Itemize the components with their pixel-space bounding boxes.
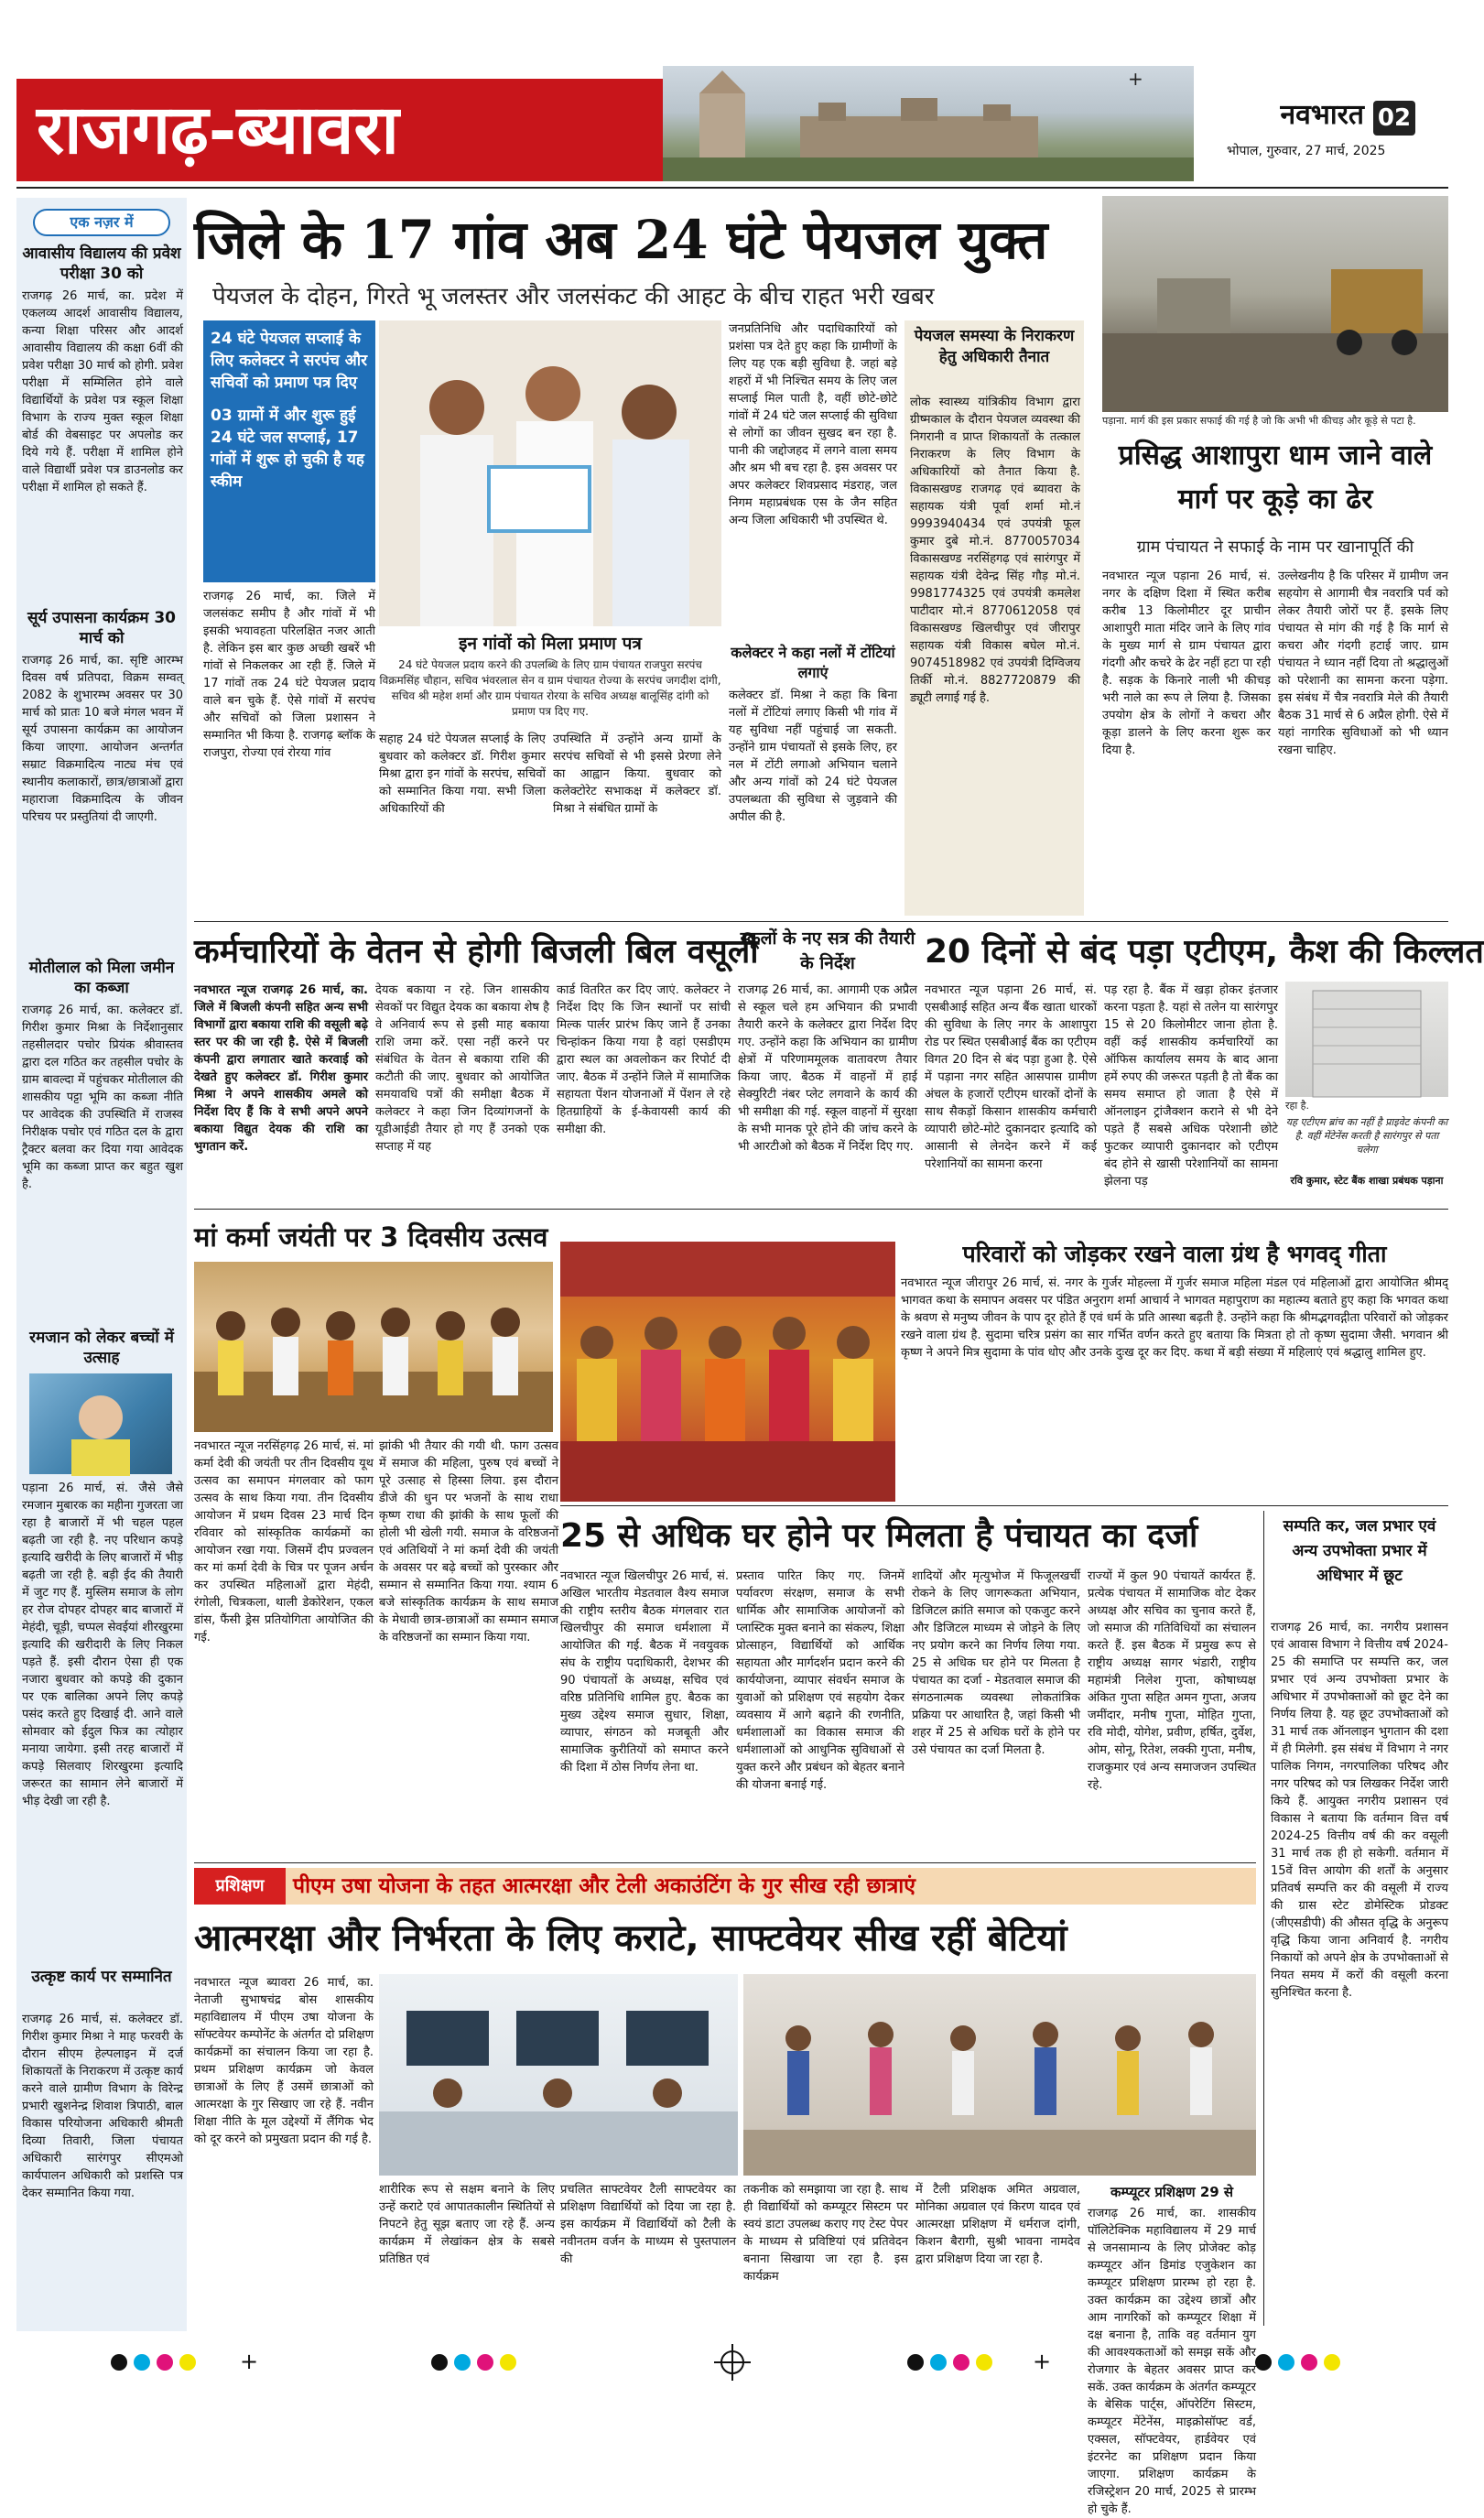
water-officers-title: पेयजल समस्या के निराकरण हेतु अधिकारी तैनात bbox=[914, 327, 1075, 366]
training-photo-computer bbox=[379, 1974, 738, 2176]
ashapura-photo bbox=[1102, 196, 1448, 412]
lead-body-d: जनप्रतिनिधि और पदाधिकारियों को प्रशंसा पत्र देते हुए कहा कि ग्रामीणों के लिए यह एक बड़ी सुविधा है. जहां बड़े शहरों में भी निश्चित समय के लिए जल सप्लाई मिल पाती है, वहीं छोटे-छोटे गांवों में 24 घंटे जल सप्लाई की सुविधा से लोगों का जीवन सुखद बन रहा है. पानी की जद्दोजहद में लगने वाला समय और श्रम भी बच रहा है. इस अवसर पर अपर कलेक्टर शिवप्रसाद मंडराह, जल निगम महाप्रबंधक एस के जैन सहित अन्य जिला अधिकारी भी उपस्थित थे. bbox=[729, 322, 897, 527]
water-officers-body: लोक स्वास्थ्य यांत्रिकीय विभाग द्वारा ग्रीष्मकाल के दौरान पेयजल व्यवस्था की निगरानी व प्राप्त शिकायतों के तत्काल निराकरण के लिए विभाग के अधिकारियों को तैनात किया है. विकासखण्ड राजगढ़ एवं ब्यावरा के सहायक यंत्री पूर्वा शर्मा मो.नं 9993940434 एवं उपयंत्री फूल कुमार दुबे मो.नं. 8770057034 विकासखण्ड नरसिंहगढ़ एवं सारंगपुर में सहायक यंत्री देवेन्द्र सिंह गौड़ मो.नं. 9981774325 एवं उपयंत्री कमलेश पाटीदार मो.नं 8770612058 एवं विकासखण्ड खिलचीपुर एवं जीरापुर सहायक यंत्री विकास बघेल मो.नं. 9074518982 एवं उपयंत्री दिग्विजय तिर्की मो.नं. 8827720879 की ड्यूटी लगाई गई है. bbox=[910, 396, 1080, 705]
registration-strip bbox=[0, 2344, 1465, 2381]
garbage-road-illustration bbox=[1102, 196, 1448, 412]
atm-photo-tag: रहा है. bbox=[1285, 1100, 1310, 1112]
karma-photo bbox=[194, 1262, 553, 1432]
sidebar-item-title: सूर्य उपासना कार्यक्रम 30 मार्च को bbox=[27, 609, 176, 647]
atm-headline: 20 दिनों से बंद पड़ा एटीएम, कैश की किल्लत bbox=[925, 933, 1484, 971]
crop-mark-icon: + bbox=[1128, 68, 1143, 90]
atm-quote: यह एटीएम ब्रांच का नहीं है प्राइवेट कंपनी का है. वहीं मेंटेनेंस करती है सारंगपुर से पता चलेगा bbox=[1285, 1116, 1448, 1156]
certificate-handover-illustration bbox=[379, 320, 721, 626]
sidebar-item-body: राजगढ़ 26 मार्च, सं. कलेक्टर डॉ. गिरीश कुमार मिश्रा ने माह फरवरी के दौरान सीएम हेल्पलाइन में दर्ज शिकायतों के निराकरण में उत्कृष्ट कार्य करने वाले ग्रामीण विभाग के विरेन्द्र प्रभारी खुशनेन्द्र शिवाश त्रिपाठी, बाल विकास परियोजना अधिकारी श्रीमती दिव्या तिवारी, जिला पंचायत अधिकारी सारंगपुर सीएमओ कार्यपालन अधिकारी को प्रशस्ति पत्र देकर सम्मानित किया गया. bbox=[22, 2013, 183, 2200]
ashapura-subhead: ग्राम पंचायत ने सफाई के नाम पर खानापूर्ति की bbox=[1136, 537, 1414, 557]
svg-text:+: + bbox=[1033, 2349, 1052, 2374]
training-headline: आत्मरक्षा और निर्भरता के लिए कराटे, साफ्टवेयर सीख रहीं बेटियां bbox=[194, 1917, 1067, 1959]
lead-body-b: सहाह 24 घंटे पेयजल सप्लाई के लिए बुधवार को कलेक्टर डॉ. गिरीश कुमार मिश्रा द्वारा इन गांवों के सरपंच, सचिवों को सम्मानित किया गया. सभी जिला अधिकारियों की bbox=[379, 733, 546, 816]
panchayat-body-d: राज्यों में कुल 90 पंचायतें कार्यरत हैं. प्रत्येक पंचायत में सामाजिक वोट देकर अध्यक्ष और सचिव का चुनाव करते हैं, जो समाज की गतिविधियों का संचालन करते हैं. इस बैठक में प्रमुख रूप से राष्ट्रीय अध्यक्ष सागर भंडारी, राष्ट्रीय महामंत्री निलेश गुप्ता, कोषाध्यक्ष अंकित गुप्ता सहित अमन गुप्ता, अजय जमींदार, मनीष गुप्ता, मोहित गुप्ता, रवि मोदी, योगेश, प्रवीण, हर्षित, दुर्वेश, ओम, सोनू, रितेश, लक्की गुप्ता, मनीष, राजकुमार एवं अन्य समाजजन उपस्थित रहे. bbox=[1088, 1569, 1256, 1792]
panchayat-body-a: नवभारत न्यूज खिलचीपुर 26 मार्च, सं. अखिल भारतीय मेडतवाल वैश्य समाज की राष्ट्रीय स्तरीय बैठक मंगलवार रात खिलचीपुर की समाज धर्मशाला में आयोजित की गई. बैठक में नवयुवक संघ के राष्ट्रीय पदाधिकारी, देशभर की 90 पंचायतों के अध्यक्ष, सचिव एवं वरिष्ठ प्रतिनिधि शामिल हुए. बैठक का मुख्य उद्देश्य समाज सुधार, शिक्षा, व्यापार, संगठन को मजबूती और सामाजिक कुरीतियों को समाप्त करने की दिशा में ठोस निर्णय लेना था. bbox=[560, 1569, 729, 1775]
lead-callout-2: 03 ग्रामों में और शुरू हुई 24 घंटे जल सप्लाई, 17 गांवों में शुरू हो चुकी है यह स्कीम bbox=[211, 407, 364, 491]
section-rule bbox=[194, 921, 1448, 922]
panchayat-body-c: शादियों और मृत्युभोज में फिजूलखर्ची रोकने के लिए जागरूकता अभियान, डिजिटल क्रांति समाज को एकजुट करने और डिजिटल माध्यम से जोड़ने के लिए नए प्रयोग करने का निर्णय लिया गया. 25 से अधिक घर होने पर मिलता है पंचायत का दर्जा - मेडतवाल समाज की संगठनात्मक व्यवस्था लोकतांत्रिक प्रक्रिया पर आधारित है, जहां किसी भी शहर में 25 से अधिक घरों के होने पर उसे पंचायत का दर्जा मिलता है. bbox=[912, 1569, 1080, 1757]
training-body-c: प्रचलित साफ्टवेयर टैली साफ्टवेयर का प्रशिक्षण विद्यार्थियों को दिया जा रहा है. इस कार्यक्रम में विद्यार्थियों को टैली के नवीनतम वर्जन के माध्यम से पुस्तपालन की bbox=[560, 2183, 736, 2266]
closed-atm-shutter bbox=[1285, 982, 1448, 1097]
panchayat-body-b: प्रस्ताव पारित किए गए. जिनमें पर्यावरण संरक्षण, समाज के सभी धार्मिक और सामाजिक आयोजनों को प्लास्टिक मुक्त बनाने का संकल्प, शिक्षा प्रोत्साहन, विद्यार्थियों को आर्थिक सहायता और मार्गदर्शन प्रदान करने की कार्ययोजना, व्यापार संवर्धन समाज के युवाओं को प्रशिक्षण एवं सहयोग देकर व्यवसाय में आगे बढ़ाने की रणनीति, धर्मशालाओं का विकास समाज की धर्मशालाओं को आधुनिक सुविधाओं से युक्त करने और प्रबंधन को बेहतर बनाने की योजना बनाई गई. bbox=[736, 1569, 904, 1792]
karma-body-b: झांकी भी तैयार की गयी थी. फाग उत्सव में समाज की महिला, पुरुष एवं बच्चों ने पूरे उत्साह से हिस्सा लिया. इस दौरान डीजे की धुन पर भजनों के साथ राधा कृष्ण राधा की झांकी के साथ फूलों की होली भी खेली गयी. समाज के वरिष्ठजनों एवं अतिथियों ने मां कर्मा देवी की जयंती के अवसर पर बढ़े बच्चों को पुरस्कार और सम्मान से सम्मानित किया गया. श्याम 6 बजे सांस्कृतिक कार्यक्रम के साथ समाज के मेधावी छात्र-छात्राओं का सम्मान समाज के वरिष्ठजनों का सम्मान किया गया. bbox=[379, 1439, 558, 1644]
sidebar-item-body: पड़ाना 26 मार्च, सं. जैसे जैसे रमजान मुबारक का महीना गुजरता जा रहा है बाजारों में भी चहल पहल बढ़ती जा रही है. नए परिधान कपड़े इत्यादि खरीदी के लिए बाजारों में भीड़ बढ़ती जा रही है. बड़ी ईद की तैयारी में जुट गए हैं. मुस्लिम समाज के लोग हर रोज दोपहर दोपहर बाद बाजारों में मेहंदी, चूड़ी, चप्पल सेवईयां शीरखुरमा इत्यादि की खरीदारी के लिए निकल पड़ते हैं. इसी दौरान ऐसा ही एक नजारा बुधवार को कपड़े की दुकान पर एक बालिका अपने लिए कपड़े पसंद करते हुए दिखाई दी. आने वाले सोमवार को ईदुल फित्र का त्योहार मनाया जायेगा. इसी तरह बाजारों में कपड़े सिलवाए शिरखुरमा इत्यादि जरूरत का सामान लेने बाजारों में भीड़ देखी जा रही है. bbox=[22, 1481, 183, 1808]
computer-training-headline: कम्प्यूटर प्रशिक्षण 29 से bbox=[1110, 2184, 1234, 2200]
masthead-rule bbox=[16, 187, 1448, 189]
ramzan-girl-photo bbox=[29, 1373, 172, 1474]
training-tag: प्रशिक्षण bbox=[194, 1868, 286, 1905]
gita-photo bbox=[560, 1242, 895, 1502]
school-body: राजगढ़ 26 मार्च, का. आगामी एक अप्रैल से स्कूल चले हम अभियान की प्रभावी तैयारी करने के कलेक्टर द्वारा निर्देश दिए गए. उन्होंने कहा कि अभियान का ग्रामीण क्षेत्रों में परिणाममूलक वातावरण तैयार किया जाए. बैठक में वाहनों में हाई सेक्युरिटी नंबर प्लेट लगवाने के कार्य की भी समीक्षा की गई. स्कूल वाहनों में सुरक्षा के सभी मानक पूरे होने की जांच करने के भी आरटीओ को बैठक में निर्देश दिए गए. bbox=[738, 983, 917, 1154]
computer-lab-illustration bbox=[379, 1974, 738, 2176]
panchayat-headline: 25 से अधिक घर होने पर मिलता है पंचायत का दर्जा bbox=[560, 1517, 1198, 1555]
ashapura-body-b: उल्लेखनीय है कि परिसर में ग्रामीण जन सहयोग से आगामी चैत्र नवरात्रि पर्व को लेकर तैयारी जोरों पर हैं. इसके लिए पंचायत से मांग की गई है कि मार्ग से कचरा और गंदगी हटाई जाए. ग्राम पंचायत ने ध्यान नहीं दिया तो श्रद्धालुओं को परेशानी का सामना करना पड़ेगा. इस संबंध में चैत्र नवरात्रि मेले की तैयारी बैठक 31 मार्च से 6 अप्रैल होगी. ऐसे में यहां नागरिक सुविधाओं को भी ध्यान रखना चाहिए. bbox=[1278, 570, 1448, 757]
karmchari-body-c: कार्ड वितरित कर दिए जाएं. कलेक्टर ने निर्देश दिए कि जिन स्थानों पर सांची मिल्क पार्लर प्रारंभ किए जाने हैं उनका चिन्हांकन किया गया है वहां एसडीएम द्वारा स्थल का अवलोकन कर रिपोर्ट दी जाए. बैठक में उन्होंने जिले में सामाजिक सहायता पेंशन योजनाओं में पेंशन ले रहे हितग्राहियों के ई-केवायसी कार्य की समीक्षा की. bbox=[557, 983, 731, 1136]
sidebar-header: एक नज़र में bbox=[33, 209, 170, 236]
masthead-title: राजगढ़-ब्यावरा bbox=[37, 91, 399, 169]
school-headline: स्कूलों के नए सत्र की तैयारी के निर्देश bbox=[740, 928, 915, 973]
training-kicker: पीएम उषा योजना के तहत आत्मरक्षा और टेली अकाउंटिंग के गुर सीख रही छात्राएं bbox=[293, 1874, 915, 1898]
karma-headline: मां कर्मा जयंती पर 3 दिवसीय उत्सव bbox=[194, 1221, 548, 1253]
community-group-illustration bbox=[194, 1262, 553, 1432]
training-photo-karate bbox=[743, 1974, 1256, 2176]
gita-body: नवभारत न्यूज जीरापुर 26 मार्च, सं. नगर के गुर्जर मोहल्ला में गुर्जर समाज महिला मंडल एवं महिलाओं द्वारा आयोजित श्रीमद् भागवत कथा के समापन अवसर पर पंडित अनुराग शर्मा आचार्य ने भागवत महापुराण का महात्म्य बताते हुए कहा कि भगवत कथा के श्रवण से मनुष्य जीवन के पाप दूर होते हैं एवं धर्म के प्रति आस्था बढ़ती है. उन्होंने कहा कि श्रीमद्भगवद्गीता परिवारों को जोड़कर रखने वाला ग्रंथ है. सुदामा चरित्र प्रसंग का सार गर्भित वर्णन करते हुए बताया कि मित्रता हो तो कृष्ण सुदामा जैसी. भगवान श्री कृष्ण ने अपने मित्र सुदामा के पांव धोए और उनके दुःख दूर कर दिए. कथा में बड़ी संख्या में महिलाएं एवं श्रद्धालु शामिल हुए. bbox=[901, 1276, 1448, 1360]
section-rule bbox=[194, 1862, 1256, 1863]
training-body-d: तकनीक को समझाया जा रहा है. साथ ही विद्यार्थियों को कम्प्यूटर सिस्टम पर स्वयं डाटा उपलब्ध कराए गए टेस्ट पेपर के माध्यम से प्रविष्टियां एवं प्रतिवेदन बनाना सिखाया जा रहा है. इस कार्यक्रम bbox=[743, 2183, 908, 2284]
lead-sub1-body: कलेक्टर डॉ. मिश्रा ने कहा कि बिना नलों में टोंटियां लगाए किसी भी गांव में यह सुविधा नहीं पहुंचाई जा सकती. उन्होंने ग्राम पंचायतों से इसके लिए, हर नल में टोंटी लगाओ अभियान चलाने और अन्य गांवों को 24 घंटे पेयजल उपलब्धता की सुविधा से जुड़वाने की अपील की है. bbox=[729, 689, 897, 824]
svg-text:+: + bbox=[240, 2349, 259, 2374]
property-body: राजगढ़ 26 मार्च, का. नगरीय प्रशासन एवं आवास विभाग ने वित्तीय वर्ष 2024-25 की समाप्ति पर सम्पत्ति कर, जल प्रभार एवं अन्य उपभोक्ता प्रभार के अधिभार में उपभोक्ताओं को छूट देने का निर्णय लिया है. यह छूट उपभोक्ताओं को 31 मार्च तक ऑनलाइन भुगतान की दशा में ही मिलेगी. इस संबंध में विभाग ने नगर पालिक निगम, नगरपालिका परिषद और नगर परिषद को पत्र लिखकर निर्देश जारी किये हैं. आयुक्त नगरीय प्रशासन एवं विकास ने बताया कि वर्तमान वित्त वर्ष 2024-25 वित्तीय वर्ष की कर वसूली 31 मार्च तक ही हो सकेगी. वर्तमान में 15वें वित्त आयोग की शर्तों के अनुसार प्रतिवर्ष सम्पत्ति कर की वसूली में राज्य की ग्रास स्टेट डोमेस्टिक प्रोडक्ट (जीएसडीपी) की औसत वृद्धि के अनुरूप वृद्धि किया जाना अनिवार्य है. नगरीय निकायों को अपने क्षेत्र के उपभोक्ताओं से नियत समय में करों की वसूली करना सुनिश्चित करना है. bbox=[1271, 1621, 1448, 2000]
lead-photo-caption: 24 घंटे पेयजल प्रदाय करने की उपलब्धि के लिए ग्राम पंचायत राजपुरा सरपंच विक्रमसिंह चौहान, सचिव भंवरलाल सेन व ग्राम पंचायत रोज्या के सरपंच जगदीश दांगी, सचिव श्री महेश शर्मा और ग्राम पंचायत रोरया के सचिव अध्यक्ष बालूसिंह दांगी को प्रमाण पत्र दिए गए. bbox=[379, 658, 721, 718]
atm-body-b: पड़ रहा है. बैंक में खड़ा होकर इंतजार करना पड़ता है. यहां से तलेन या सारंगपुर 15 से 20 किलोमीटर जाना होता है. वहीं कई शासकीय कर्मचारियों का ऑफिस कार्यालय समय के बाद आना हमें रुपए की जरूरत पड़ती है तो बैंक का समय समाप्त हो जाता है ऐसे में ऑनलाइन ट्रांजैक्शन कराने से भी देने पड़ते हैं सबसे अधिक परेशानी छोटे फुटकर व्यापारी दुकानदार को एटीएम बंद होने से खासी परेशानियों का सामना झेलना पड़ bbox=[1104, 983, 1278, 1188]
lead-photo-title: इन गांवों को मिला प्रमाण पत्र bbox=[459, 634, 642, 654]
gita-headline: परिवारों को जोड़कर रखने वाला ग्रंथ है भगवद् गीता bbox=[962, 1241, 1387, 1267]
fort-skyline-illustration bbox=[663, 66, 1194, 181]
lead-photo bbox=[379, 320, 721, 626]
karma-body-a: नवभारत न्यूज नरसिंहगढ़ 26 मार्च, सं. मां कर्मा देवी की जयंती पर तीन दिवसीय यूथ उत्सव का समापन मंगलवार को फाग उत्सव के साथ किया गया. तीन दिवसीय आयोजन में प्रथम दिवस 23 मार्च दिन रविवार को सांस्कृतिक कार्यक्रमों का आयोजन रखा गया. जिसमें दीप प्रज्वलन कर मां कर्मा देवी के चित्र पर पूजन अर्चन कर उपस्थित महिलाओं द्वारा मेहंदी, रंगोली, चित्रकला, थाली डेकोरेशन, एकल डांस, फैंसी ड्रेस प्रतियोगिता आयोजित की गई. bbox=[194, 1439, 374, 1644]
karmchari-body-b: देयक बकाया न रहे. जिन शासकीय सेवकों पर विद्युत देयक का बकाया शेष है वे अनिवार्य रूप से इसी माह बकाया राशि जमा करें. एसा नहीं करने पर संबंधित के वेतन से बकाया राशि की कटौती की जाए. बुधवार को आयोजित समयावधि पत्रों की समीक्षा बैठक में कलेक्टर ने कहा जिन दिव्यांगजनों के यूडीआईडी तैयार हो गए हैं उनको एक सप्ताह में यह bbox=[375, 983, 549, 1154]
lead-callout-1: 24 घंटे पेयजल सप्लाई के लिए कलेक्टर ने सरपंच और सचिवों को प्रमाण पत्र दिए bbox=[211, 330, 368, 392]
sidebar-item-body: राजगढ़ 26 मार्च, का. प्रदेश में एकलव्य आदर्श आवासीय विद्यालय, कन्या शिक्षा परिसर और आदर्श आवासीय विद्यालय की कक्षा 6वीं की प्रवेश परीक्षा 30 मार्च को होगी. प्रवेश परीक्षा में सम्मिलित होने वाले विद्यार्थियों के प्रवेश पत्र स्कूल शिक्षा विभाग के राज्य मुक्त स्कूल शिक्षा बोर्ड की वेबसाइट पर अपलोड कर दिये गये हैं. परीक्षा में शामिल होने वाले विद्यार्थी प्रवेश पत्र डाउनलोड कर परीक्षा में शामिल हो सकते हैं. bbox=[22, 289, 183, 494]
atm-signoff: रवि कुमार, स्टेट बैंक शाखा प्रबंधक पड़ाना bbox=[1290, 1175, 1444, 1187]
ashapura-body-a: नवभारत न्यूज पड़ाना 26 मार्च, सं. नगर के दक्षिण दिशा में स्थित करीब करीब 13 किलोमीटर दूर प्राचीन आशापुरी माता मंदिर जाने के लिए गांव के मुख्य मार्ग से ग्राम पंचायत द्वारा गंदगी और कचरे के ढेर नहीं हटा पा रही है. सड़क के किनारे नाली भी कीचड़ भरी नाले का रूप ले लिया है. जिसका उपयोग क्षेत्र के लोगों ने कचरा और कूड़ा डालने के लिए करना शुरू कर दिया है. bbox=[1102, 570, 1271, 757]
lead-headline: जिले के 17 गांव अब 24 घंटे पेयजल युक्त bbox=[194, 209, 1048, 271]
karmchari-headline: कर्मचारियों के वेतन से होगी बिजली बिल वसूली bbox=[194, 933, 759, 971]
lead-body-a: राजगढ़ 26 मार्च, का. जिले में जलसंकट समीप है और गांवों में भी इसकी भयावहता परिलक्षित नजर आती है. लेकिन इस बार कुछ अच्छी खबरें भी गांवों से निकलकर आ रही हैं. जिले में 17 गांवों तक 24 घंटे पेयजल प्रदाय वाले बन चुके हैं. ऐसे गांवों में सरपंच और सचिवों को जिला प्रशासन ने सम्मानित भी किया है. राजगढ़ ब्लॉक के राजपुरा, रोज्या एवं रोरया गांव bbox=[203, 590, 375, 760]
paper-name: नवभारत bbox=[1280, 99, 1364, 131]
karate-class-illustration bbox=[743, 1974, 1256, 2176]
property-headline: सम्पति कर, जल प्रभार एवं अन्य उपभोक्ता प्रभार में अधिभार में छूट bbox=[1283, 1517, 1436, 1585]
sidebar-item-title: रमजान को लेकर बच्चों में उत्साह bbox=[29, 1329, 174, 1367]
masthead-photo bbox=[663, 66, 1194, 181]
masthead-dateline: भोपाल, गुरुवार, 27 मार्च, 2025 bbox=[1227, 144, 1386, 158]
color-registration-marks bbox=[0, 2344, 1465, 2381]
sidebar-item-body: राजगढ़ 26 मार्च, का. कलेक्टर डॉ. गिरीश कुमार मिश्रा के निर्देशानुसार तहसीलदार पचोर प्रियंक श्रीवास्तव द्वारा दल गठित कर तहसील पचोर के ग्राम बावल्दा में पहुंचकर मोतीलाल की शासकीय पट्टा भूमि का कब्जा नीति पर आवेदक की उपस्थिति में राजस्व निरीक्षक पचोर एवं गठित दल के द्वारा ट्रैक्टर बलवा कर दिया गया आवेदक भूमि का कब्जा प्राप्त कर बहुत खुश है. bbox=[22, 1004, 183, 1191]
karmchari-body-a: नवभारत न्यूज राजगढ़ 26 मार्च, का. जिले में बिजली कंपनी सहित अन्य सभी विभागों द्वारा बकाया राशि की वसूली बढ़े स्तर पर की जा रही है. ऐसे में बिजली कंपनी द्वारा लगातार खाते करवाई को देखते हुए कलेक्टर डॉ. गिरीश कुमार मिश्रा ने अपने शासकीय अमले को निर्देश दिए हैं कि वे सभी अपने अपने बकाया विद्युत देयक की राशि का भुगतान करें. bbox=[194, 983, 368, 1154]
computer-training-body: राजगढ़ 26 मार्च, का. शासकीय पॉलिटेक्निक महाविद्यालय में 29 मार्च से जनसामान्य के लिए प्रोजेक्ट कोड़ कम्प्यूटर ऑन डिमांड एजुकेशन का कम्प्यूटर प्रशिक्षण प्रारम्भ हो रहा है. उक्त कार्यक्रम का उद्देश्य छात्रों और आम नागरिकों को कम्प्यूटर शिक्षा में दक्ष बनाना है, ताकि वह वर्तमान युग की आवश्यकताओं को समझ सकें और रोजगार के बेहतर अवसर प्राप्त कर सकें. उक्त कार्यक्रम के अंतर्गत कम्प्यूटर के बेसिक पार्ट्स, ऑपरेटिंग सिस्टम, कम्प्यूटर मेंटेनेंस, माइक्रोसॉफ्ट वर्ड, एक्सल, सॉफ्टवेयर, हार्डवेयर एवं इंटरनेट का प्रशिक्षण प्रदान किया जाएगा. प्रशिक्षण कार्यक्रम के रजिस्ट्रेशन 20 मार्च, 2025 से प्रारम्भ हो चुके हैं. bbox=[1088, 2207, 1256, 2516]
lead-body-c: उपस्थिति में उन्होंने अन्य ग्रामों के सरपंच सचिवों से भी इससे प्रेरणा लेने का आह्वान किया. बुधवार को कलेक्टोरेट सभाकक्ष में कलेक्टर डॉ. मिश्रा ने संबंधित ग्रामों के bbox=[553, 733, 721, 816]
page-number-badge: 02 bbox=[1373, 101, 1415, 136]
ashapura-photo-caption: पड़ाना. मार्ग की इस प्रकार सफाई की गई है जो कि अभी भी कीचड़ और कूड़े से पटा है. bbox=[1102, 415, 1416, 427]
child-portrait bbox=[29, 1373, 172, 1474]
lead-callout-box bbox=[203, 320, 375, 582]
ashapura-headline: प्रसिद्ध आशापुरा धाम जाने वाले मार्ग पर कूड़े का ढेर bbox=[1118, 440, 1433, 516]
sidebar-item-title: आवासीय विद्यालय की प्रवेश परीक्षा 30 को bbox=[22, 244, 181, 283]
sidebar-item-body: राजगढ़ 26 मार्च, का. सृष्टि आरम्भ दिवस वर्ष प्रतिपदा, विक्रम सम्वत् 2082 के शुभारम्भ अवसर पर 30 मार्च को प्रातः 10 बजे मंगल भवन में सूर्य उपासना कार्यक्रम का आयोजन किया जाएगा. आयोजन अन्तर्गत सम्राट विक्रमादित्य नाट्य मंच एवं स्थानीय कलाकारों, छात्र/छात्राओं द्वारा महाराजा विक्रमादित्य के जीवन परिचय पर प्रस्तुतियां दी जाएगी. bbox=[22, 654, 183, 824]
section-rule bbox=[560, 1505, 1448, 1506]
training-body-a: नवभारत न्यूज ब्यावरा 26 मार्च, का. नेताजी सुभाषचंद्र बोस शासकीय महाविद्यालय में पीएम उषा योजना के सॉफ्टवेयर कम्पोनेंट के अंतर्गत दो प्रशिक्षण कार्यक्रमों का संचालन किया जा रहा है. प्रथम प्रशिक्षण कार्यक्रम जो केवल छात्राओं के लिए हैं उसमें छात्राओं को आत्मरक्षा के गुर सिखाए जा रहे हैं. नवीन शिक्षा नीति के मूल उद्देश्यों में लैंगिक भेद को दूर करने को प्रमुखता प्रदान की गई है. bbox=[194, 1976, 374, 2146]
women-gathering-illustration bbox=[560, 1242, 895, 1502]
lead-subhead: पेयजल के दोहन, गिरते भू जलस्तर और जलसंकट की आहट के बीच राहत भरी खबर bbox=[212, 283, 935, 310]
sidebar-item-title: मोतीलाल को मिला जमीन का कब्जा bbox=[28, 959, 175, 997]
sidebar-item-title: उत्कृष्ट कार्य पर सम्मानित bbox=[31, 1968, 172, 1986]
atm-body-a: नवभारत न्यूज पड़ाना 26 मार्च, सं. एसबीआई सहित अन्य बैंक खाता धारकों की सुविधा के लिए नगर के आशापुरा रोड पर स्थित एसबीआई बैंक का एटीएम विगत 20 दिन से बंद पड़ा हुआ है. ऐसे में पड़ाना नगर सहित आसपास ग्रामीण अंचल के हजारों एटीएम धारकों दोनों के साथ सैकड़ों किसान शासकीय कर्मचारी व्यापारी छोटे-मोटे दुकानदार इत्यादि को आसानी से लेनदेन करने में कई परेशानियों का सामना करना bbox=[925, 983, 1097, 1171]
training-body-b: शारीरिक रूप से सक्षम बनाने के लिए उन्हें कराटे एवं आपातकालीन स्थितियों से निपटने हेतु सूझ बताए जा रहे हैं. अन्य कार्यक्रम में लेखांकन क्षेत्र के सबसे प्रतिष्ठित एवं bbox=[379, 2183, 555, 2266]
column-rule bbox=[1263, 1511, 1264, 2326]
atm-photo bbox=[1285, 982, 1448, 1097]
training-body-e: में टैली प्रशिक्षक अमित अग्रवाल, मोनिका अग्रवाल एवं किरण यादव एवं आत्मरक्षा प्रशिक्षण में धर्मराज दांगी, किशन बैरागी, सुश्री भावना नामदेव द्वारा प्रशिक्षण दिया जा रहा है. bbox=[915, 2183, 1080, 2266]
lead-subhead-collector: कलेक्टर ने कहा नलों में टोंटियां लगाएं bbox=[731, 644, 895, 681]
section-rule bbox=[194, 1209, 1448, 1210]
